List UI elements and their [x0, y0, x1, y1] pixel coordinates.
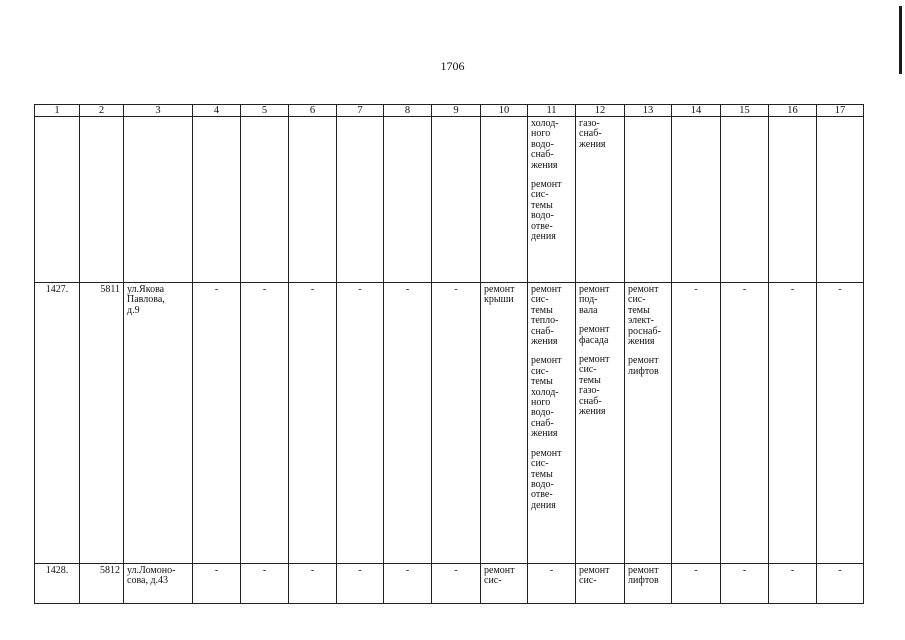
work-item: газо- снаб- жения [579, 118, 606, 150]
col-header-9: 9 [432, 105, 481, 117]
cell-14: - [672, 564, 721, 604]
cell-14: - [672, 283, 721, 564]
address-cell: ул.Ломоно- сова, д.43 [124, 564, 193, 604]
cell-7 [337, 117, 384, 283]
col-header-14: 14 [672, 105, 721, 117]
cell-15: - [721, 564, 769, 604]
work-item: - [549, 565, 554, 576]
cell-4: - [193, 283, 241, 564]
work-item: ремонт под- вала [579, 284, 610, 316]
address-cell [124, 117, 193, 283]
col-header-16: 16 [769, 105, 817, 117]
cell-15 [721, 117, 769, 283]
col-header-13: 13 [625, 105, 672, 117]
table-row-1427 [35, 283, 864, 564]
cell-11-works [528, 117, 576, 283]
cell-6 [289, 117, 337, 283]
col-header-8: 8 [384, 105, 432, 117]
work-item: ремонт сис- темы водо- отве- дения [531, 179, 562, 243]
cell-6: - [289, 283, 337, 564]
work-item: ремонт крыши [484, 284, 515, 306]
cell-12-works [576, 564, 625, 604]
row-number-cell: 1428. [35, 564, 80, 604]
cell-8 [384, 117, 432, 283]
cell-10-works [481, 283, 528, 564]
work-item: ремонт сис- темы водо- отве- дения [531, 447, 562, 511]
table-row-continuation [35, 117, 864, 283]
cell-13-works [625, 283, 672, 564]
cell-16: - [769, 283, 817, 564]
col-header-2: 2 [80, 105, 124, 117]
cell-11-works [528, 283, 576, 564]
col-header-7: 7 [337, 105, 384, 117]
cell-7: - [337, 564, 384, 604]
col-header-11: 11 [528, 105, 576, 117]
col-header-12: 12 [576, 105, 625, 117]
cell-6: - [289, 564, 337, 604]
work-item: ремонт лифтов [628, 565, 659, 587]
table-row-1428 [35, 564, 864, 604]
col-header-5: 5 [241, 105, 289, 117]
repair-schedule-table [34, 104, 864, 604]
cell-11-works [528, 564, 576, 604]
cell-14 [672, 117, 721, 283]
row-number-cell: 1427. [35, 283, 80, 564]
cell-7: - [337, 283, 384, 564]
column-number-header-row [35, 105, 864, 117]
cell-8: - [384, 283, 432, 564]
cell-16 [769, 117, 817, 283]
cell-10-works [481, 564, 528, 604]
cell-5 [241, 117, 289, 283]
cell-13-works [625, 117, 672, 283]
col-header-17: 17 [817, 105, 864, 117]
row-number-cell [35, 117, 80, 283]
work-item: ремонт сис- темы газо- снаб- жения [579, 354, 610, 418]
work-item: ремонт сис- [484, 565, 515, 587]
cell-17 [817, 117, 864, 283]
cell-4 [193, 117, 241, 283]
cell-15: - [721, 283, 769, 564]
work-item: ремонт сис- темы холод- ного водо- снаб- жения [531, 355, 562, 440]
address-cell: ул.Якова Павлова, д.9 [124, 283, 193, 564]
col-header-1: 1 [35, 105, 80, 117]
cell-12-works [576, 117, 625, 283]
col-header-15: 15 [721, 105, 769, 117]
cell-12-works [576, 283, 625, 564]
work-item: холод- ного водо- снаб- жения [531, 118, 559, 171]
cell-17: - [817, 283, 864, 564]
page-number: 1706 [440, 59, 465, 73]
cell-5: - [241, 283, 289, 564]
cell-9 [432, 117, 481, 283]
work-item: ремонт сис- [579, 565, 610, 587]
work-item: ремонт фасада [579, 324, 610, 346]
work-item: ремонт лифтов [628, 355, 659, 377]
col-header-3: 3 [124, 105, 193, 117]
house-code-cell: 5811 [80, 283, 124, 564]
cell-17: - [817, 564, 864, 604]
house-code-cell [80, 117, 124, 283]
col-header-10: 10 [481, 105, 528, 117]
work-item: ремонт сис- темы элект- роснаб- жения [628, 284, 661, 348]
col-header-4: 4 [193, 105, 241, 117]
cell-13-works [625, 564, 672, 604]
cell-8: - [384, 564, 432, 604]
cell-9: - [432, 283, 481, 564]
work-item: ремонт сис- темы тепло- снаб- жения [531, 284, 562, 348]
cell-16: - [769, 564, 817, 604]
house-code-cell: 5812 [80, 564, 124, 604]
cell-9: - [432, 564, 481, 604]
cell-10-works [481, 117, 528, 283]
cell-5: - [241, 564, 289, 604]
col-header-6: 6 [289, 105, 337, 117]
cell-4: - [193, 564, 241, 604]
